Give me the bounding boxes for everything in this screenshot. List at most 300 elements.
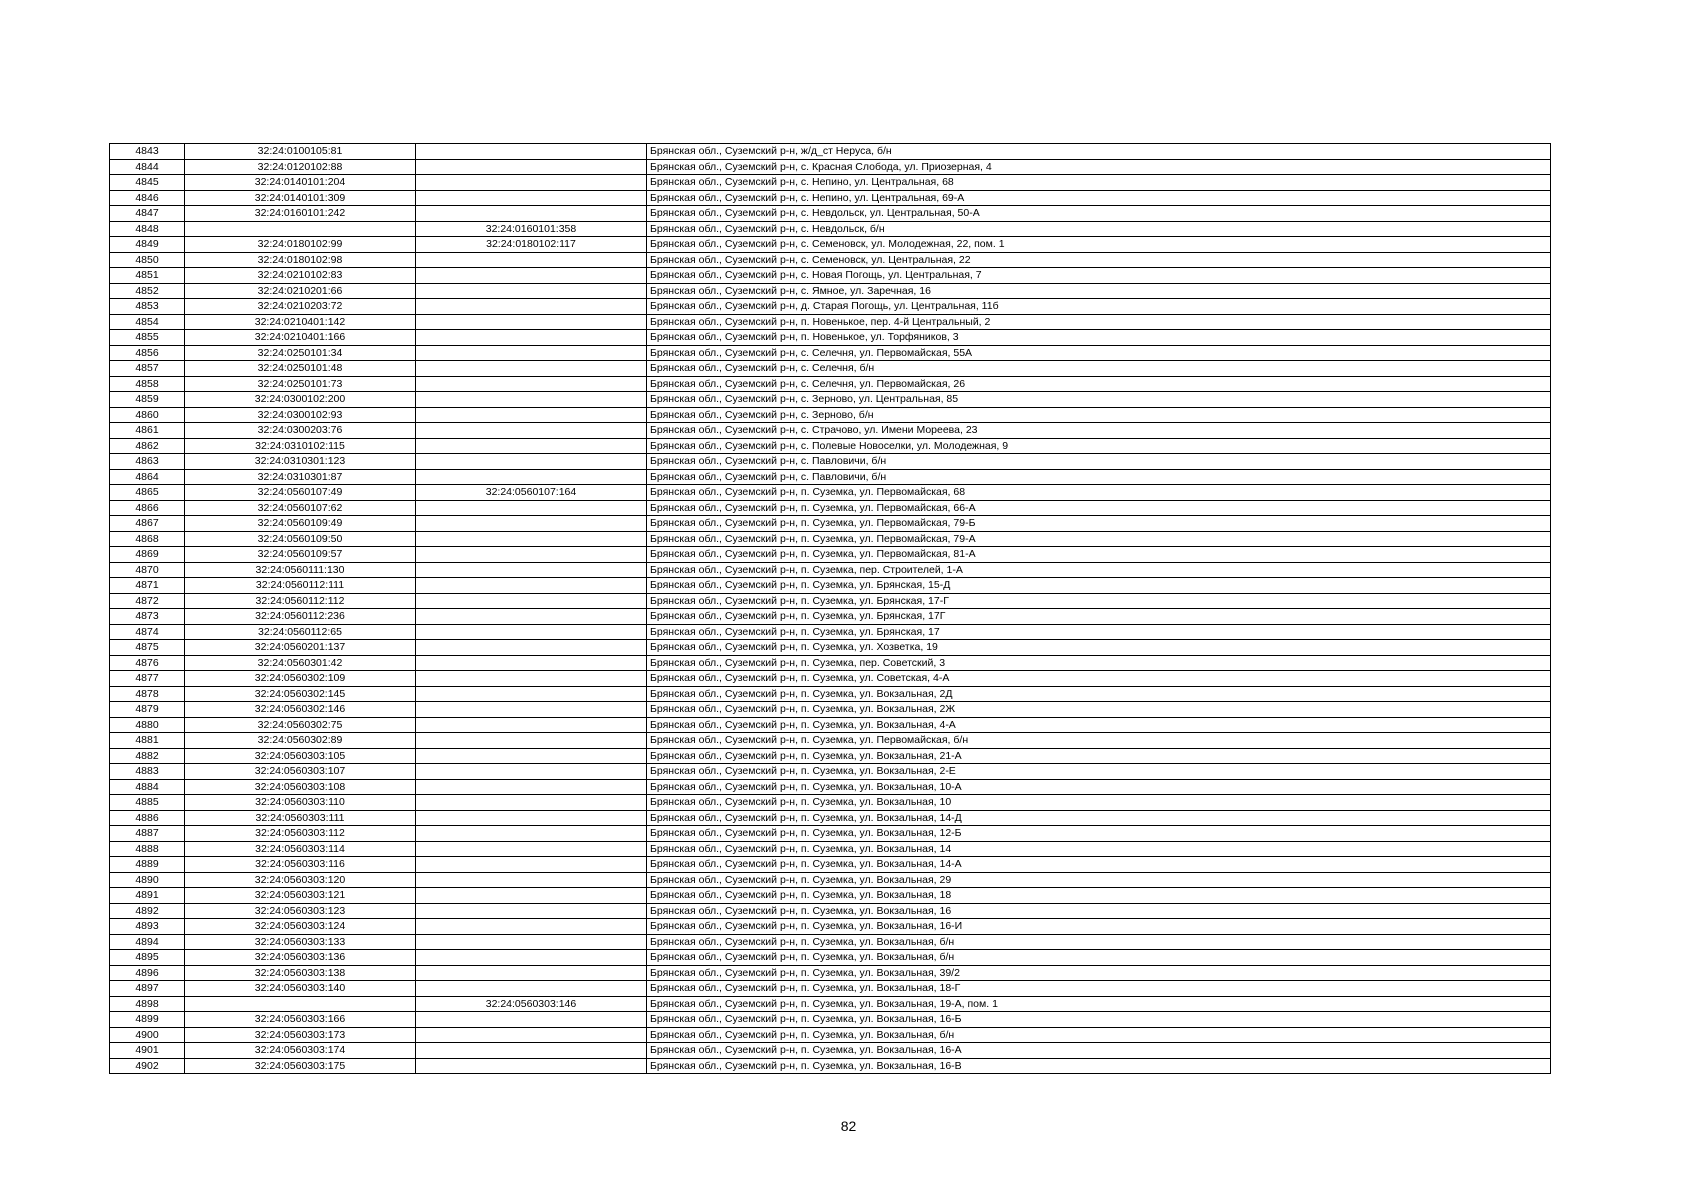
cadastral-number-cell: 32:24:0560303:116 — [185, 857, 416, 873]
address-cell: Брянская обл., Суземский р-н, п. Суземка, ул. Вокзальная, 16-В — [647, 1058, 1551, 1074]
address-cell: Брянская обл., Суземский р-н, п. Суземка, ул. Вокзальная, 18-Г — [647, 981, 1551, 997]
related-cadastral-number-cell — [416, 1043, 647, 1059]
row-number-cell: 4855 — [110, 330, 185, 346]
cadastral-number-cell: 32:24:0140101:309 — [185, 190, 416, 206]
related-cadastral-number-cell — [416, 407, 647, 423]
address-cell: Брянская обл., Суземский р-н, п. Новенькое, ул. Торфяников, 3 — [647, 330, 1551, 346]
cadastral-number-cell: 32:24:0560109:57 — [185, 547, 416, 563]
table-row — [110, 686, 1551, 702]
table-row — [110, 454, 1551, 470]
cadastral-number-cell: 32:24:0560303:124 — [185, 919, 416, 935]
row-number-cell: 4861 — [110, 423, 185, 439]
table-row — [110, 717, 1551, 733]
cadastral-number-cell: 32:24:0560303:105 — [185, 748, 416, 764]
address-cell: Брянская обл., Суземский р-н, п. Суземка, ул. Вокзальная, 2Ж — [647, 702, 1551, 718]
row-number-cell: 4892 — [110, 903, 185, 919]
row-number-cell: 4846 — [110, 190, 185, 206]
row-number-cell: 4902 — [110, 1058, 185, 1074]
related-cadastral-number-cell — [416, 764, 647, 780]
table-row — [110, 531, 1551, 547]
table-row — [110, 485, 1551, 501]
cadastral-number-cell: 32:24:0250101:73 — [185, 376, 416, 392]
related-cadastral-number-cell — [416, 686, 647, 702]
related-cadastral-number-cell — [416, 361, 647, 377]
cadastral-number-cell: 32:24:0560109:50 — [185, 531, 416, 547]
cadastral-number-cell: 32:24:0100105:81 — [185, 144, 416, 160]
table-row — [110, 206, 1551, 222]
table-row — [110, 376, 1551, 392]
cadastral-number-cell: 32:24:0560303:112 — [185, 826, 416, 842]
table-row — [110, 748, 1551, 764]
row-number-cell: 4850 — [110, 252, 185, 268]
row-number-cell: 4889 — [110, 857, 185, 873]
cadastral-number-cell: 32:24:0210401:142 — [185, 314, 416, 330]
address-cell: Брянская обл., Суземский р-н, п. Суземка, ул. Вокзальная, 12-Б — [647, 826, 1551, 842]
table-row — [110, 392, 1551, 408]
cadastral-number-cell: 32:24:0560303:120 — [185, 872, 416, 888]
address-cell: Брянская обл., Суземский р-н, п. Суземка, ул. Вокзальная, 2-Е — [647, 764, 1551, 780]
cadastral-number-cell: 32:24:0560303:173 — [185, 1027, 416, 1043]
address-cell: Брянская обл., Суземский р-н, п. Суземка, пер. Строителей, 1-А — [647, 562, 1551, 578]
row-number-cell: 4858 — [110, 376, 185, 392]
related-cadastral-number-cell: 32:24:0560303:146 — [416, 996, 647, 1012]
page-number: 82 — [840, 1118, 857, 1134]
related-cadastral-number-cell — [416, 965, 647, 981]
address-cell: Брянская обл., Суземский р-н, п. Суземка, ул. Вокзальная, 14-Д — [647, 810, 1551, 826]
row-number-cell: 4900 — [110, 1027, 185, 1043]
table-row — [110, 500, 1551, 516]
address-cell: Брянская обл., Суземский р-н, с. Невдольск, б/н — [647, 221, 1551, 237]
table-row — [110, 981, 1551, 997]
address-cell: Брянская обл., Суземский р-н, п. Суземка, ул. Брянская, 17 — [647, 624, 1551, 640]
cadastral-number-cell: 32:24:0210201:66 — [185, 283, 416, 299]
cadastral-number-cell: 32:24:0560303:166 — [185, 1012, 416, 1028]
address-cell: Брянская обл., Суземский р-н, п. Суземка, ул. Вокзальная, 14 — [647, 841, 1551, 857]
address-cell: Брянская обл., Суземский р-н, п. Суземка, ул. Вокзальная, б/н — [647, 950, 1551, 966]
address-cell: Брянская обл., Суземский р-н, п. Суземка, ул. Вокзальная, 29 — [647, 872, 1551, 888]
address-cell: Брянская обл., Суземский р-н, п. Суземка, ул. Вокзальная, 16-Б — [647, 1012, 1551, 1028]
cadastral-number-cell: 32:24:0560201:137 — [185, 640, 416, 656]
related-cadastral-number-cell: 32:24:0160101:358 — [416, 221, 647, 237]
row-number-cell: 4844 — [110, 159, 185, 175]
related-cadastral-number-cell — [416, 345, 647, 361]
related-cadastral-number-cell — [416, 454, 647, 470]
related-cadastral-number-cell — [416, 190, 647, 206]
related-cadastral-number-cell — [416, 593, 647, 609]
table-row — [110, 593, 1551, 609]
table-row — [110, 252, 1551, 268]
cadastral-number-cell: 32:24:0560302:146 — [185, 702, 416, 718]
row-number-cell: 4895 — [110, 950, 185, 966]
table-row — [110, 299, 1551, 315]
address-cell: Брянская обл., Суземский р-н, п. Суземка, ул. Брянская, 15-Д — [647, 578, 1551, 594]
table-row — [110, 965, 1551, 981]
address-cell: Брянская обл., Суземский р-н, с. Селечня, ул. Первомайская, 55А — [647, 345, 1551, 361]
related-cadastral-number-cell — [416, 283, 647, 299]
related-cadastral-number-cell — [416, 671, 647, 687]
cadastral-number-cell: 32:24:0560303:111 — [185, 810, 416, 826]
address-cell: Брянская обл., Суземский р-н, с. Ямное, ул. Заречная, 16 — [647, 283, 1551, 299]
related-cadastral-number-cell — [416, 872, 647, 888]
related-cadastral-number-cell — [416, 314, 647, 330]
row-number-cell: 4882 — [110, 748, 185, 764]
row-number-cell: 4849 — [110, 237, 185, 253]
related-cadastral-number-cell — [416, 717, 647, 733]
address-cell: Брянская обл., Суземский р-н, п. Суземка, ул. Первомайская, 81-А — [647, 547, 1551, 563]
related-cadastral-number-cell — [416, 1012, 647, 1028]
related-cadastral-number-cell — [416, 609, 647, 625]
address-cell: Брянская обл., Суземский р-н, п. Суземка, ул. Вокзальная, б/н — [647, 1027, 1551, 1043]
row-number-cell: 4874 — [110, 624, 185, 640]
row-number-cell: 4871 — [110, 578, 185, 594]
cadastral-number-cell: 32:24:0250101:48 — [185, 361, 416, 377]
cadastral-number-cell: 32:24:0560303:108 — [185, 779, 416, 795]
cadastral-number-cell: 32:24:0560303:175 — [185, 1058, 416, 1074]
address-cell: Брянская обл., Суземский р-н, с. Зерново, ул. Центральная, 85 — [647, 392, 1551, 408]
cadastral-number-cell: 32:24:0310301:87 — [185, 469, 416, 485]
row-number-cell: 4868 — [110, 531, 185, 547]
row-number-cell: 4891 — [110, 888, 185, 904]
cadastral-number-cell: 32:24:0560303:110 — [185, 795, 416, 811]
table-row — [110, 764, 1551, 780]
related-cadastral-number-cell — [416, 779, 647, 795]
address-cell: Брянская обл., Суземский р-н, с. Семеновск, ул. Молодежная, 22, пом. 1 — [647, 237, 1551, 253]
related-cadastral-number-cell — [416, 640, 647, 656]
row-number-cell: 4845 — [110, 175, 185, 191]
related-cadastral-number-cell — [416, 562, 647, 578]
row-number-cell: 4864 — [110, 469, 185, 485]
row-number-cell: 4899 — [110, 1012, 185, 1028]
address-cell: Брянская обл., Суземский р-н, с. Невдольск, ул. Центральная, 50-А — [647, 206, 1551, 222]
related-cadastral-number-cell — [416, 376, 647, 392]
table-row — [110, 237, 1551, 253]
related-cadastral-number-cell — [416, 392, 647, 408]
address-cell: Брянская обл., Суземский р-н, с. Павловичи, б/н — [647, 469, 1551, 485]
address-cell: Брянская обл., Суземский р-н, с. Зерново, б/н — [647, 407, 1551, 423]
cadastral-number-cell: 32:24:0560112:65 — [185, 624, 416, 640]
cadastral-number-cell: 32:24:0210401:166 — [185, 330, 416, 346]
row-number-cell: 4884 — [110, 779, 185, 795]
row-number-cell: 4866 — [110, 500, 185, 516]
address-cell: Брянская обл., Суземский р-н, д. Старая Погощь, ул. Центральная, 11б — [647, 299, 1551, 315]
row-number-cell: 4847 — [110, 206, 185, 222]
table-row — [110, 996, 1551, 1012]
related-cadastral-number-cell — [416, 795, 647, 811]
related-cadastral-number-cell — [416, 733, 647, 749]
table-row — [110, 702, 1551, 718]
row-number-cell: 4879 — [110, 702, 185, 718]
related-cadastral-number-cell — [416, 950, 647, 966]
table-row — [110, 469, 1551, 485]
related-cadastral-number-cell — [416, 702, 647, 718]
row-number-cell: 4881 — [110, 733, 185, 749]
cadastral-number-cell: 32:24:0120102:88 — [185, 159, 416, 175]
table-row — [110, 345, 1551, 361]
address-cell: Брянская обл., Суземский р-н, п. Суземка, ул. Первомайская, 79-А — [647, 531, 1551, 547]
related-cadastral-number-cell — [416, 888, 647, 904]
cadastral-number-cell: 32:24:0180102:98 — [185, 252, 416, 268]
related-cadastral-number-cell: 32:24:0180102:117 — [416, 237, 647, 253]
row-number-cell: 4854 — [110, 314, 185, 330]
related-cadastral-number-cell — [416, 330, 647, 346]
address-cell: Брянская обл., Суземский р-н, с. Непино, ул. Центральная, 69-А — [647, 190, 1551, 206]
address-cell: Брянская обл., Суземский р-н, с. Семеновск, ул. Центральная, 22 — [647, 252, 1551, 268]
address-cell: Брянская обл., Суземский р-н, п. Суземка, ул. Вокзальная, 4-А — [647, 717, 1551, 733]
related-cadastral-number-cell — [416, 438, 647, 454]
address-cell: Брянская обл., Суземский р-н, с. Новая Погощь, ул. Центральная, 7 — [647, 268, 1551, 284]
cadastral-number-cell: 32:24:0560303:114 — [185, 841, 416, 857]
related-cadastral-number-cell — [416, 919, 647, 935]
cadastral-number-cell: 32:24:0560301:42 — [185, 655, 416, 671]
address-cell: Брянская обл., Суземский р-н, п. Суземка, ул. Вокзальная, 10 — [647, 795, 1551, 811]
related-cadastral-number-cell — [416, 500, 647, 516]
table-row — [110, 283, 1551, 299]
table-row — [110, 407, 1551, 423]
address-cell: Брянская обл., Суземский р-н, п. Суземка, ул. Брянская, 17Г — [647, 609, 1551, 625]
table-row — [110, 175, 1551, 191]
related-cadastral-number-cell — [416, 268, 647, 284]
row-number-cell: 4898 — [110, 996, 185, 1012]
cadastral-number-cell: 32:24:0560302:145 — [185, 686, 416, 702]
row-number-cell: 4869 — [110, 547, 185, 563]
row-number-cell: 4890 — [110, 872, 185, 888]
row-number-cell: 4887 — [110, 826, 185, 842]
address-cell: Брянская обл., Суземский р-н, п. Суземка, ул. Вокзальная, 16-И — [647, 919, 1551, 935]
cadastral-number-cell: 32:24:0560303:121 — [185, 888, 416, 904]
address-cell: Брянская обл., Суземский р-н, п. Новенькое, пер. 4-й Центральный, 2 — [647, 314, 1551, 330]
related-cadastral-number-cell — [416, 423, 647, 439]
related-cadastral-number-cell — [416, 655, 647, 671]
cadastral-number-cell: 32:24:0180102:99 — [185, 237, 416, 253]
table-row — [110, 562, 1551, 578]
registry-table — [109, 143, 1551, 1074]
cadastral-number-cell: 32:24:0310301:123 — [185, 454, 416, 470]
address-cell: Брянская обл., Суземский р-н, с. Полевые Новоселки, ул. Молодежная, 9 — [647, 438, 1551, 454]
cadastral-number-cell: 32:24:0140101:204 — [185, 175, 416, 191]
table-row — [110, 144, 1551, 160]
address-cell: Брянская обл., Суземский р-н, ж/д_ст Неруса, б/н — [647, 144, 1551, 160]
cadastral-number-cell: 32:24:0560109:49 — [185, 516, 416, 532]
cadastral-number-cell: 32:24:0560303:123 — [185, 903, 416, 919]
address-cell: Брянская обл., Суземский р-н, п. Суземка, ул. Вокзальная, 14-А — [647, 857, 1551, 873]
row-number-cell: 4856 — [110, 345, 185, 361]
related-cadastral-number-cell — [416, 903, 647, 919]
related-cadastral-number-cell: 32:24:0560107:164 — [416, 485, 647, 501]
address-cell: Брянская обл., Суземский р-н, п. Суземка, ул. Вокзальная, б/н — [647, 934, 1551, 950]
row-number-cell: 4872 — [110, 593, 185, 609]
address-cell: Брянская обл., Суземский р-н, п. Суземка, ул. Первомайская, б/н — [647, 733, 1551, 749]
address-cell: Брянская обл., Суземский р-н, с. Павловичи, б/н — [647, 454, 1551, 470]
table-row — [110, 268, 1551, 284]
cadastral-number-cell: 32:24:0300102:200 — [185, 392, 416, 408]
row-number-cell: 4883 — [110, 764, 185, 780]
row-number-cell: 4862 — [110, 438, 185, 454]
related-cadastral-number-cell — [416, 299, 647, 315]
cadastral-number-cell: 32:24:0300102:93 — [185, 407, 416, 423]
cadastral-number-cell: 32:24:0250101:34 — [185, 345, 416, 361]
table-row — [110, 1058, 1551, 1074]
cadastral-number-cell: 32:24:0560302:75 — [185, 717, 416, 733]
table-row — [110, 888, 1551, 904]
table-row — [110, 779, 1551, 795]
table-row — [110, 872, 1551, 888]
cadastral-number-cell — [185, 996, 416, 1012]
address-cell: Брянская обл., Суземский р-н, с. Непино, ул. Центральная, 68 — [647, 175, 1551, 191]
row-number-cell: 4896 — [110, 965, 185, 981]
row-number-cell: 4878 — [110, 686, 185, 702]
cadastral-number-cell — [185, 221, 416, 237]
row-number-cell: 4852 — [110, 283, 185, 299]
table-row — [110, 1043, 1551, 1059]
address-cell: Брянская обл., Суземский р-н, п. Суземка, ул. Вокзальная, 16 — [647, 903, 1551, 919]
related-cadastral-number-cell — [416, 857, 647, 873]
table-row — [110, 903, 1551, 919]
related-cadastral-number-cell — [416, 469, 647, 485]
related-cadastral-number-cell — [416, 144, 647, 160]
row-number-cell: 4888 — [110, 841, 185, 857]
table-row — [110, 361, 1551, 377]
related-cadastral-number-cell — [416, 981, 647, 997]
address-cell: Брянская обл., Суземский р-н, п. Суземка, ул. Вокзальная, 2Д — [647, 686, 1551, 702]
row-number-cell: 4901 — [110, 1043, 185, 1059]
row-number-cell: 4886 — [110, 810, 185, 826]
address-cell: Брянская обл., Суземский р-н, с. Селечня, ул. Первомайская, 26 — [647, 376, 1551, 392]
address-cell: Брянская обл., Суземский р-н, п. Суземка, ул. Хозветка, 19 — [647, 640, 1551, 656]
address-cell: Брянская обл., Суземский р-н, с. Селечня, б/н — [647, 361, 1551, 377]
related-cadastral-number-cell — [416, 206, 647, 222]
cadastral-number-cell: 32:24:0210203:72 — [185, 299, 416, 315]
cadastral-number-cell: 32:24:0560107:62 — [185, 500, 416, 516]
row-number-cell: 4867 — [110, 516, 185, 532]
cadastral-number-cell: 32:24:0210102:83 — [185, 268, 416, 284]
cadastral-number-cell: 32:24:0560302:109 — [185, 671, 416, 687]
cadastral-number-cell: 32:24:0300203:76 — [185, 423, 416, 439]
row-number-cell: 4860 — [110, 407, 185, 423]
row-number-cell: 4875 — [110, 640, 185, 656]
row-number-cell: 4863 — [110, 454, 185, 470]
cadastral-number-cell: 32:24:0310102:115 — [185, 438, 416, 454]
address-cell: Брянская обл., Суземский р-н, п. Суземка, ул. Вокзальная, 21-А — [647, 748, 1551, 764]
table-row — [110, 159, 1551, 175]
row-number-cell: 4877 — [110, 671, 185, 687]
related-cadastral-number-cell — [416, 578, 647, 594]
table-row — [110, 857, 1551, 873]
address-cell: Брянская обл., Суземский р-н, п. Суземка, ул. Вокзальная, 39/2 — [647, 965, 1551, 981]
related-cadastral-number-cell — [416, 1027, 647, 1043]
address-cell: Брянская обл., Суземский р-н, п. Суземка, ул. Первомайская, 79-Б — [647, 516, 1551, 532]
related-cadastral-number-cell — [416, 1058, 647, 1074]
table-row — [110, 950, 1551, 966]
related-cadastral-number-cell — [416, 252, 647, 268]
cadastral-number-cell: 32:24:0560303:133 — [185, 934, 416, 950]
cadastral-number-cell: 32:24:0560303:107 — [185, 764, 416, 780]
address-cell: Брянская обл., Суземский р-н, с. Страчово, ул. Имени Мореева, 23 — [647, 423, 1551, 439]
table-row — [110, 624, 1551, 640]
table-row — [110, 578, 1551, 594]
related-cadastral-number-cell — [416, 826, 647, 842]
related-cadastral-number-cell — [416, 841, 647, 857]
row-number-cell: 4876 — [110, 655, 185, 671]
row-number-cell: 4857 — [110, 361, 185, 377]
table-row — [110, 640, 1551, 656]
related-cadastral-number-cell — [416, 934, 647, 950]
table-row — [110, 1027, 1551, 1043]
address-cell: Брянская обл., Суземский р-н, п. Суземка, ул. Вокзальная, 19-А, пом. 1 — [647, 996, 1551, 1012]
cadastral-number-cell: 32:24:0560303:174 — [185, 1043, 416, 1059]
row-number-cell: 4853 — [110, 299, 185, 315]
table-row — [110, 221, 1551, 237]
row-number-cell: 4873 — [110, 609, 185, 625]
cadastral-number-cell: 32:24:0560107:49 — [185, 485, 416, 501]
table-row — [110, 934, 1551, 950]
row-number-cell: 4865 — [110, 485, 185, 501]
table-row — [110, 609, 1551, 625]
related-cadastral-number-cell — [416, 810, 647, 826]
cadastral-number-cell: 32:24:0560302:89 — [185, 733, 416, 749]
related-cadastral-number-cell — [416, 516, 647, 532]
row-number-cell: 4848 — [110, 221, 185, 237]
row-number-cell: 4859 — [110, 392, 185, 408]
cadastral-number-cell: 32:24:0560112:111 — [185, 578, 416, 594]
cadastral-number-cell: 32:24:0560303:138 — [185, 965, 416, 981]
address-cell: Брянская обл., Суземский р-н, п. Суземка, ул. Вокзальная, 18 — [647, 888, 1551, 904]
table-row — [110, 330, 1551, 346]
related-cadastral-number-cell — [416, 159, 647, 175]
related-cadastral-number-cell — [416, 531, 647, 547]
cadastral-number-cell: 32:24:0560112:236 — [185, 609, 416, 625]
row-number-cell: 4893 — [110, 919, 185, 935]
cadastral-number-cell: 32:24:0560111:130 — [185, 562, 416, 578]
cadastral-number-cell: 32:24:0560112:112 — [185, 593, 416, 609]
table-row — [110, 547, 1551, 563]
table-row — [110, 810, 1551, 826]
registry-table-body — [110, 144, 1551, 1074]
table-row — [110, 655, 1551, 671]
address-cell: Брянская обл., Суземский р-н, п. Суземка, ул. Вокзальная, 10-А — [647, 779, 1551, 795]
table-row — [110, 314, 1551, 330]
cadastral-number-cell: 32:24:0560303:136 — [185, 950, 416, 966]
table-row — [110, 423, 1551, 439]
row-number-cell: 4885 — [110, 795, 185, 811]
table-row — [110, 671, 1551, 687]
address-cell: Брянская обл., Суземский р-н, п. Суземка, ул. Брянская, 17-Г — [647, 593, 1551, 609]
table-row — [110, 733, 1551, 749]
address-cell: Брянская обл., Суземский р-н, п. Суземка, ул. Вокзальная, 16-А — [647, 1043, 1551, 1059]
row-number-cell: 4897 — [110, 981, 185, 997]
table-row — [110, 841, 1551, 857]
row-number-cell: 4843 — [110, 144, 185, 160]
table-row — [110, 190, 1551, 206]
row-number-cell: 4851 — [110, 268, 185, 284]
table-row — [110, 438, 1551, 454]
cadastral-number-cell: 32:24:0560303:140 — [185, 981, 416, 997]
address-cell: Брянская обл., Суземский р-н, п. Суземка, ул. Первомайская, 68 — [647, 485, 1551, 501]
row-number-cell: 4894 — [110, 934, 185, 950]
related-cadastral-number-cell — [416, 624, 647, 640]
table-row — [110, 1012, 1551, 1028]
row-number-cell: 4880 — [110, 717, 185, 733]
row-number-cell: 4870 — [110, 562, 185, 578]
address-cell: Брянская обл., Суземский р-н, п. Суземка, пер. Советский, 3 — [647, 655, 1551, 671]
cadastral-number-cell: 32:24:0160101:242 — [185, 206, 416, 222]
table-row — [110, 919, 1551, 935]
table-row — [110, 795, 1551, 811]
address-cell: Брянская обл., Суземский р-н, п. Суземка, ул. Первомайская, 66-А — [647, 500, 1551, 516]
address-cell: Брянская обл., Суземский р-н, п. Суземка, ул. Советская, 4-А — [647, 671, 1551, 687]
address-cell: Брянская обл., Суземский р-н, с. Красная Слобода, ул. Приозерная, 4 — [647, 159, 1551, 175]
related-cadastral-number-cell — [416, 547, 647, 563]
related-cadastral-number-cell — [416, 175, 647, 191]
